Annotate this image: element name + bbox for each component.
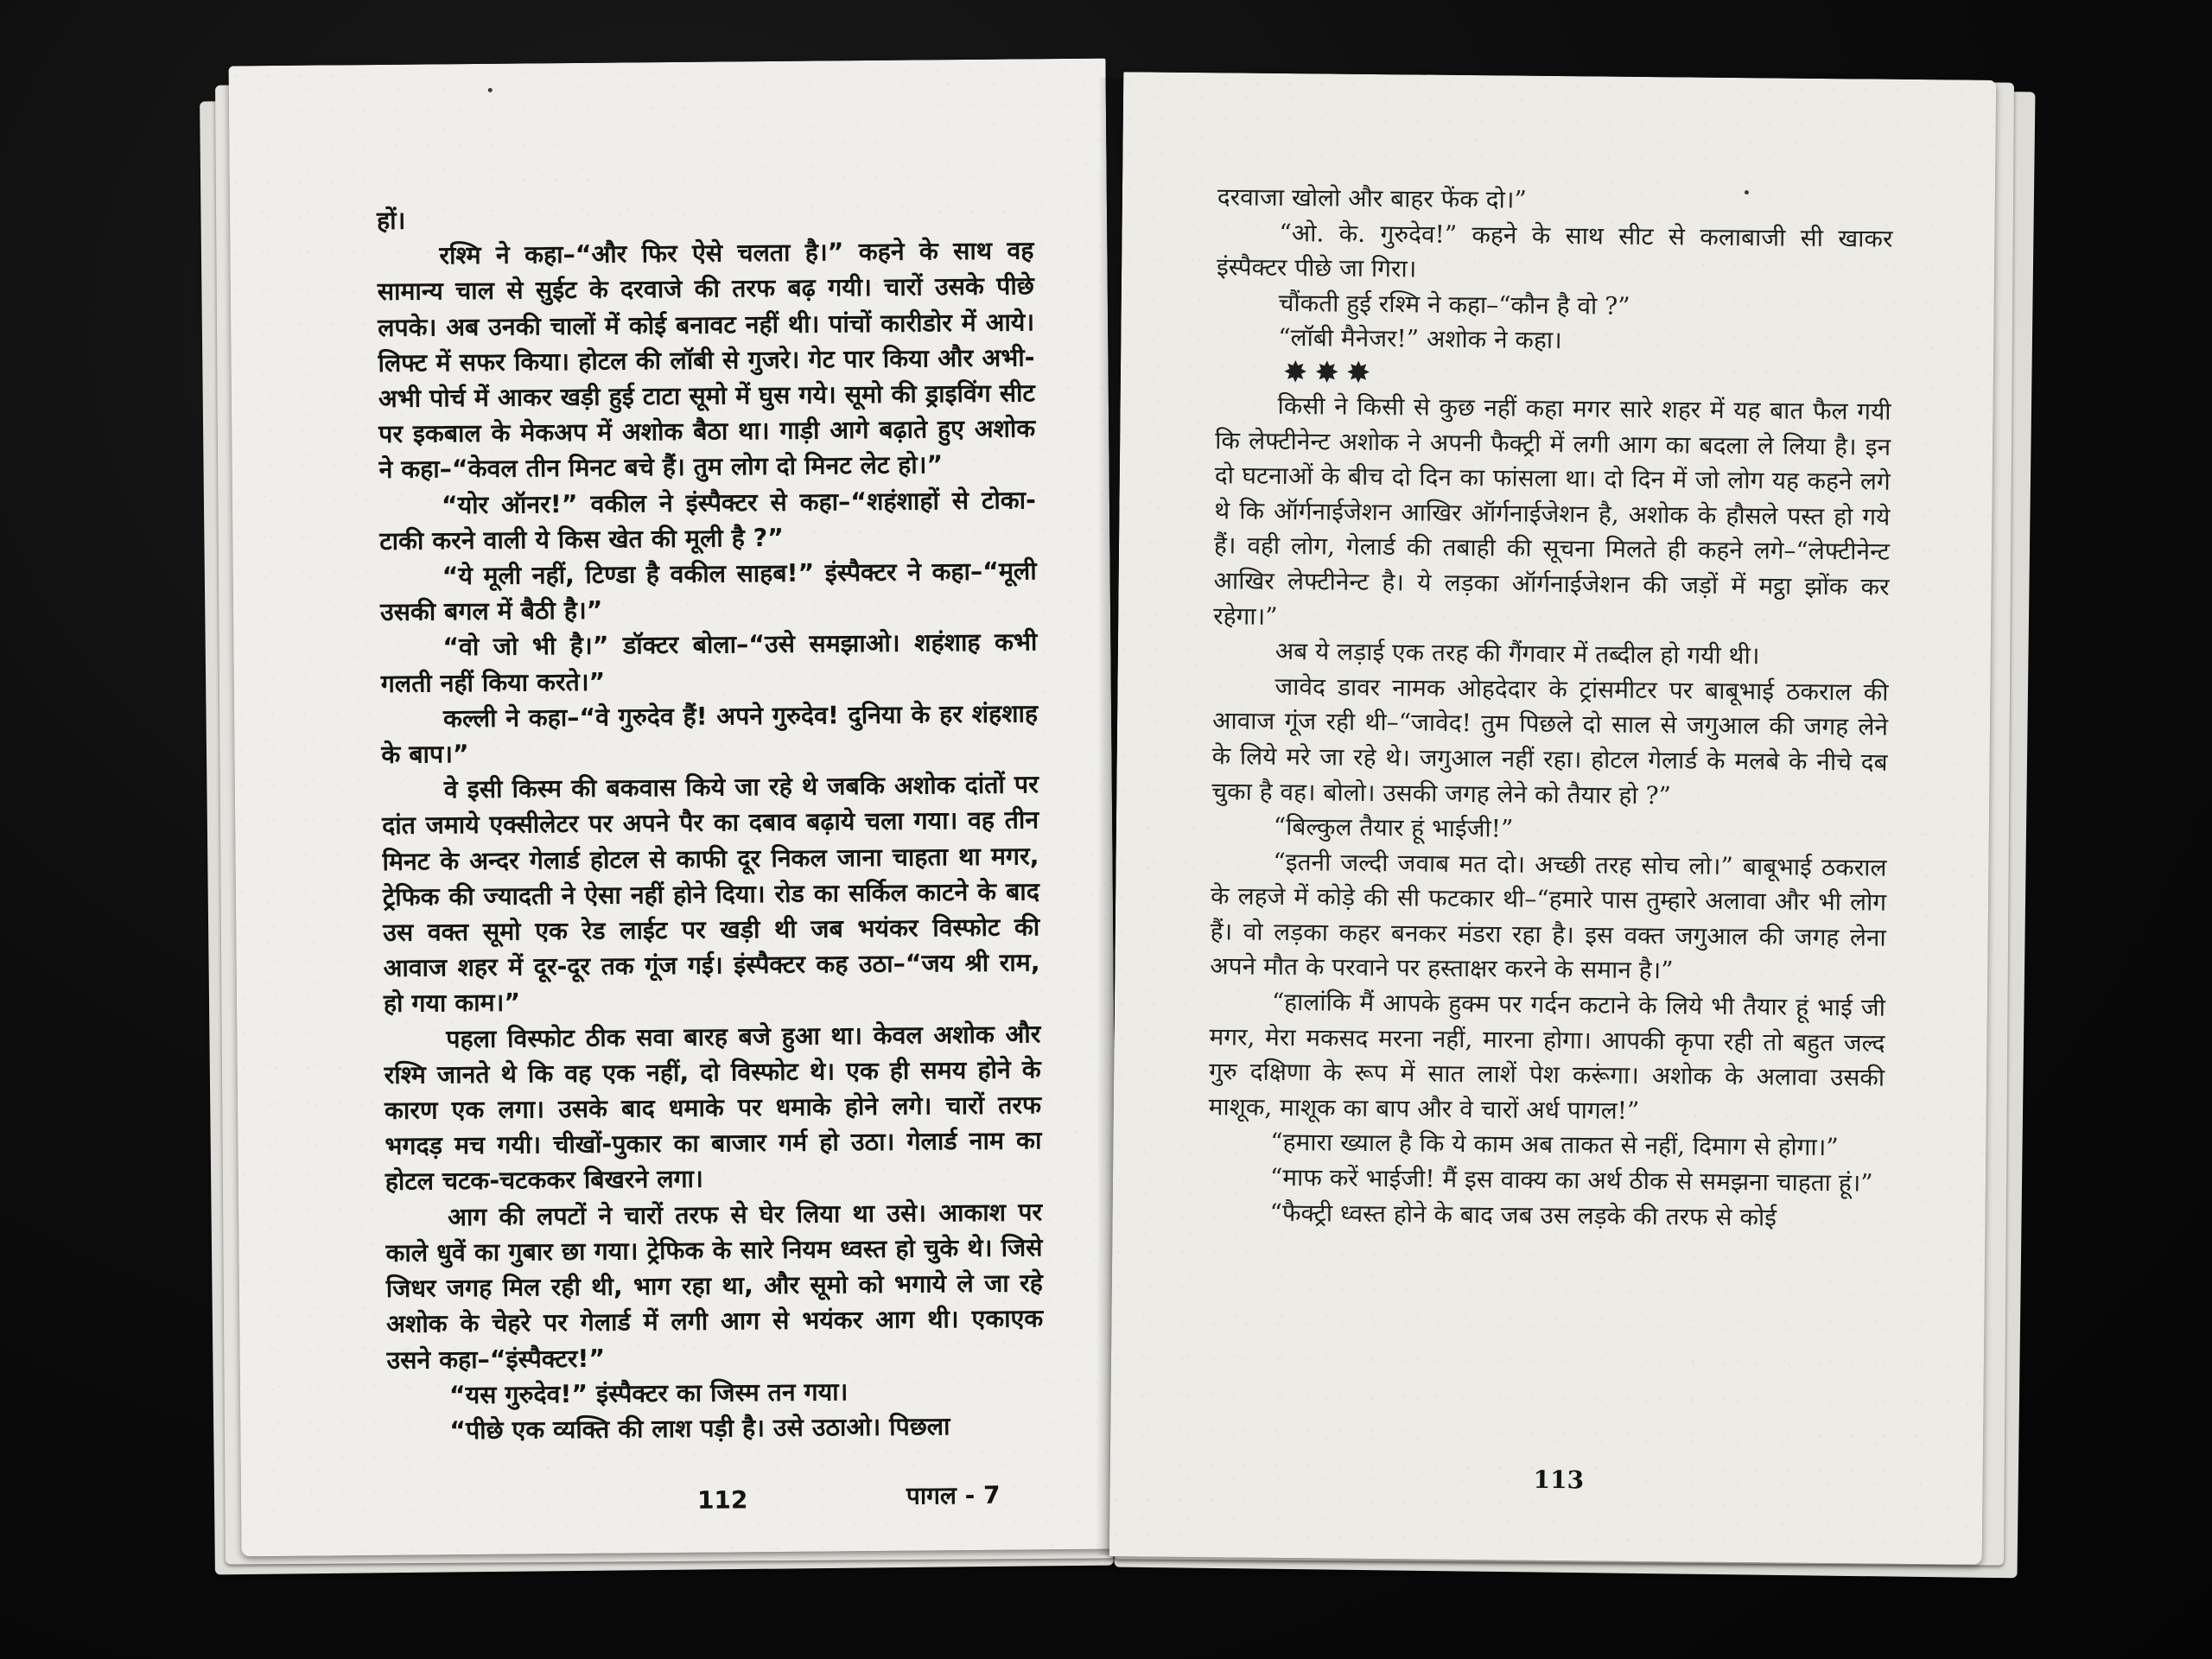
paragraph: “माफ करें भाईजी! मैं इस वाक्य का अर्थ ठीक से समझना चाहता हूं।” — [1269, 1162, 1873, 1198]
paragraph: किसी ने किसी से कुछ नहीं कहा मगर सारे शहर में यह बात फैल गयी कि लेफ्टीनेन्ट अशोक ने अपनी फैक्ट्री में लगी आग का बदला ले लिया है। इन दो घटनाओं के बीच दो दिन का फांसला था। दो दिन में जो लोग यह कहने लगे थे कि ऑर्गनाईजेशन आखिर ऑर्गनाईजेशन है, अशोक के हौसले पस्त हो गये हैं। वही लोग, गेलार्ड की तबाही की सूचना मिलते ही कहने लगे–“लेफ्टीनेन्ट आखिर लेफ्टीनेन्ट है। ये लड़का ऑर्गनाईजेशन की जड़ों में मट्ठा झोंक कर रहेगा।” — [1213, 391, 1891, 631]
paragraph: रश्मि ने कहा–“और फिर ऐसे चलता है।” कहने के साथ वह सामान्य चाल से सुईट के दरवाजे की तरफ बढ़ गयी। चारों उसके पीछे लपके। अब उनकी चालों में कोई बनावट नहीं थी। पांचों कारीडोर में आये। लिफ्ट में सफर किया। होटल की लॉबी से गुजरे। गेट पार किया और अभी-अभी पोर्च में आकर खड़ी हुई टाटा सूमो में घुस गये। सूमो की ड्राइविंग सीट पर इकबाल के मेकअप में अशोक बैठा था। गाड़ी आगे बढ़ाते हुए अशोक ने कहा–“केवल तीन मिनट बचे हैं। तुम लोग दो मिनट लेट हो।” — [377, 236, 1036, 485]
paragraph: “वो जो भी है।” डॉक्टर बोला–“उसे समझाओ। शहंशाह कभी गलती नहीं किया करते।” — [380, 627, 1038, 698]
paragraph: “फैक्ट्री ध्वस्त होने के बाद जब उस लड़के की तरफ से कोई — [1269, 1198, 1777, 1232]
paragraph: “हमारा ख्याल है कि ये काम अब ताकत से नहीं, दिमाग से होगा।” — [1270, 1128, 1839, 1162]
paragraph: “बिल्कुल तैयार हूं भाईजी!” — [1273, 811, 1514, 843]
paragraph: हों। — [376, 206, 406, 235]
paragraph: अब ये लड़ाई एक तरह की गैंगवार में तब्दील हो गयी थी। — [1274, 637, 1760, 671]
paragraph: “योर ऑनर!” वकील ने इंस्पैक्टर से कहा–“शहंशाहों से टोका-टाकी करने वाली ये किस खेत की मूली है ?” — [379, 485, 1037, 556]
paragraph: “ओ. के. गुरुदेव!” कहने के साथ सीट से कलाबाजी सी खाकर इंस्पैक्टर पीछे जा गिरा। — [1216, 218, 1893, 283]
paragraph: पहला विस्फोट ठीक सवा बारह बजे हुआ था। केवल अशोक और रश्मि जानते थे कि वह एक नहीं, दो विस्फोट थे। एक ही समय होने के कारण एक लगा। उसके बाद धमाके पर धमाके होने लगे। चारों तरफ भगदड़ मच गयी। चीखों-पुकार का बाजार गर्म हो उठा। गेलार्ड नाम का होटल चटक-चटककर बिखरने लगा। — [384, 1019, 1042, 1197]
paragraph: “यस गुरुदेव!” इंस्पैक्टर का जिस्म तन गया। — [448, 1376, 849, 1409]
left-page-text — [377, 197, 1045, 1449]
left-page-footer-tag: पागल - 7 — [906, 1480, 1001, 1510]
paper-fleck — [488, 88, 493, 92]
paragraph: दरवाजा खोलो और बाहर फेंक दो।” — [1217, 182, 1527, 214]
paragraph: वे इसी किस्म की बकवास किये जा रहे थे जबकि अशोक दांतों पर दांत जमाये एक्सीलेटर पर अपने पैर का दबाव बढ़ाये चला गया। वह तीन मिनट के अन्दर गेलार्ड होटल से काफी दूर निकल जाना चाहता था मगर, ट्रेफिक की ज्यादती ने ऐसा नहीं होने दिया। रोड का सर्किल काटने के बाद उस वक्त सूमो एक रेड लाईट पर खड़ी थी जब भयंकर विस्फोट की आवाज शहर में दूर-दूर तक गूंज गई। इंस्पैक्टर कह उठा–“जय श्री राम, हो गया काम।” — [382, 770, 1040, 1019]
left-page-number: 112 — [696, 1485, 748, 1515]
paragraph: चौंकती हुई रश्मि ने कहा–“कौन है वो ?” — [1278, 288, 1630, 321]
paragraph: “इतनी जल्दी जवाब मत दो। अच्छी तरह सोच लो।” बाबूभाई ठकराल के लहजे में कोड़े की सी फटकार थी–“हमारे पास तुम्हारे अलावा और भी लोग हैं। वो लड़का कहर बनकर मंडरा रहा है। इस वक्त जगुआल की जगह लेना अपने मौत के परवाने पर हस्ताक्षर करने के समान है।” — [1210, 847, 1887, 985]
paragraph: कल्ली ने कहा–“वे गुरुदेव हैं! अपने गुरुदेव! दुनिया के हर शंहशाह के बाप।” — [381, 699, 1039, 769]
paragraph: “लॉबी मैनेजर!” अशोक ने कहा। — [1278, 323, 1562, 355]
right-page-paragraphs-after-break — [1207, 388, 1891, 1236]
paragraph: जावेद डावर नामक ओहदेदार के ट्रांसमीटर पर बाबूभाई ठकराल की आवाज गूंज रही थी–“जावेद! तुम पिछले दो साल से जगुआल की जगह लेने के लिये मरे जा रहे थे। जगुआल नहीं रहा। होटल गेलार्ड के मलबे के नीचे दब चुका है वह। बोलो। उसकी जगह लेने को तैयार हो ?” — [1211, 671, 1889, 810]
paragraph: आग की लपटों ने चारों तरफ से घेर लिया था उसे। आकाश पर काले धुवें का गुबार छा गया। ट्रेफिक के सारे नियम ध्वस्त हो चुके थे। जिसे जिधर जगह मिल रही थी, भाग रहा था, और सूमो को भगाये ले जा रहे अशोक के चेहरे पर गेलार्ड में लगी आग से भयंकर आग थी। एकाएक उसने कहा–“इंस्पैक्टर!” — [385, 1197, 1044, 1375]
paragraph: “ये मूली नहीं, टिण्डा है वकील साहब!” इंस्पैक्टर ने कहा–“मूली उसकी बगल में बैठी है।” — [379, 556, 1037, 627]
paper-fleck — [1745, 190, 1749, 194]
right-page-paragraphs-before-break — [1216, 180, 1893, 361]
paragraph: “पीछे एक व्यक्ति की लाश पड़ी है। उसे उठाओ। पिछला — [449, 1412, 950, 1446]
paragraph: “हालांकि मैं आपके हुक्म पर गर्दन कटाने के लिये भी तैयार हूं भाई जी मगर, मेरा मकसद मरना नहीं, मारना होगा। आपकी कृपा रही तो बहुत जल्द गुरु दक्षिणा के रूप में सात लाशें पेश करूंगा। अशोक के अलावा उसकी माशूक, माशूक का बाप और वे चारों अर्ध पागल!” — [1208, 987, 1886, 1125]
right-page-number: 113 — [1533, 1465, 1585, 1495]
right-page-text — [1207, 180, 1893, 1236]
section-break: ✸✸✸ — [1282, 354, 1378, 391]
left-page — [228, 59, 1118, 1557]
right-page — [1109, 72, 1996, 1565]
